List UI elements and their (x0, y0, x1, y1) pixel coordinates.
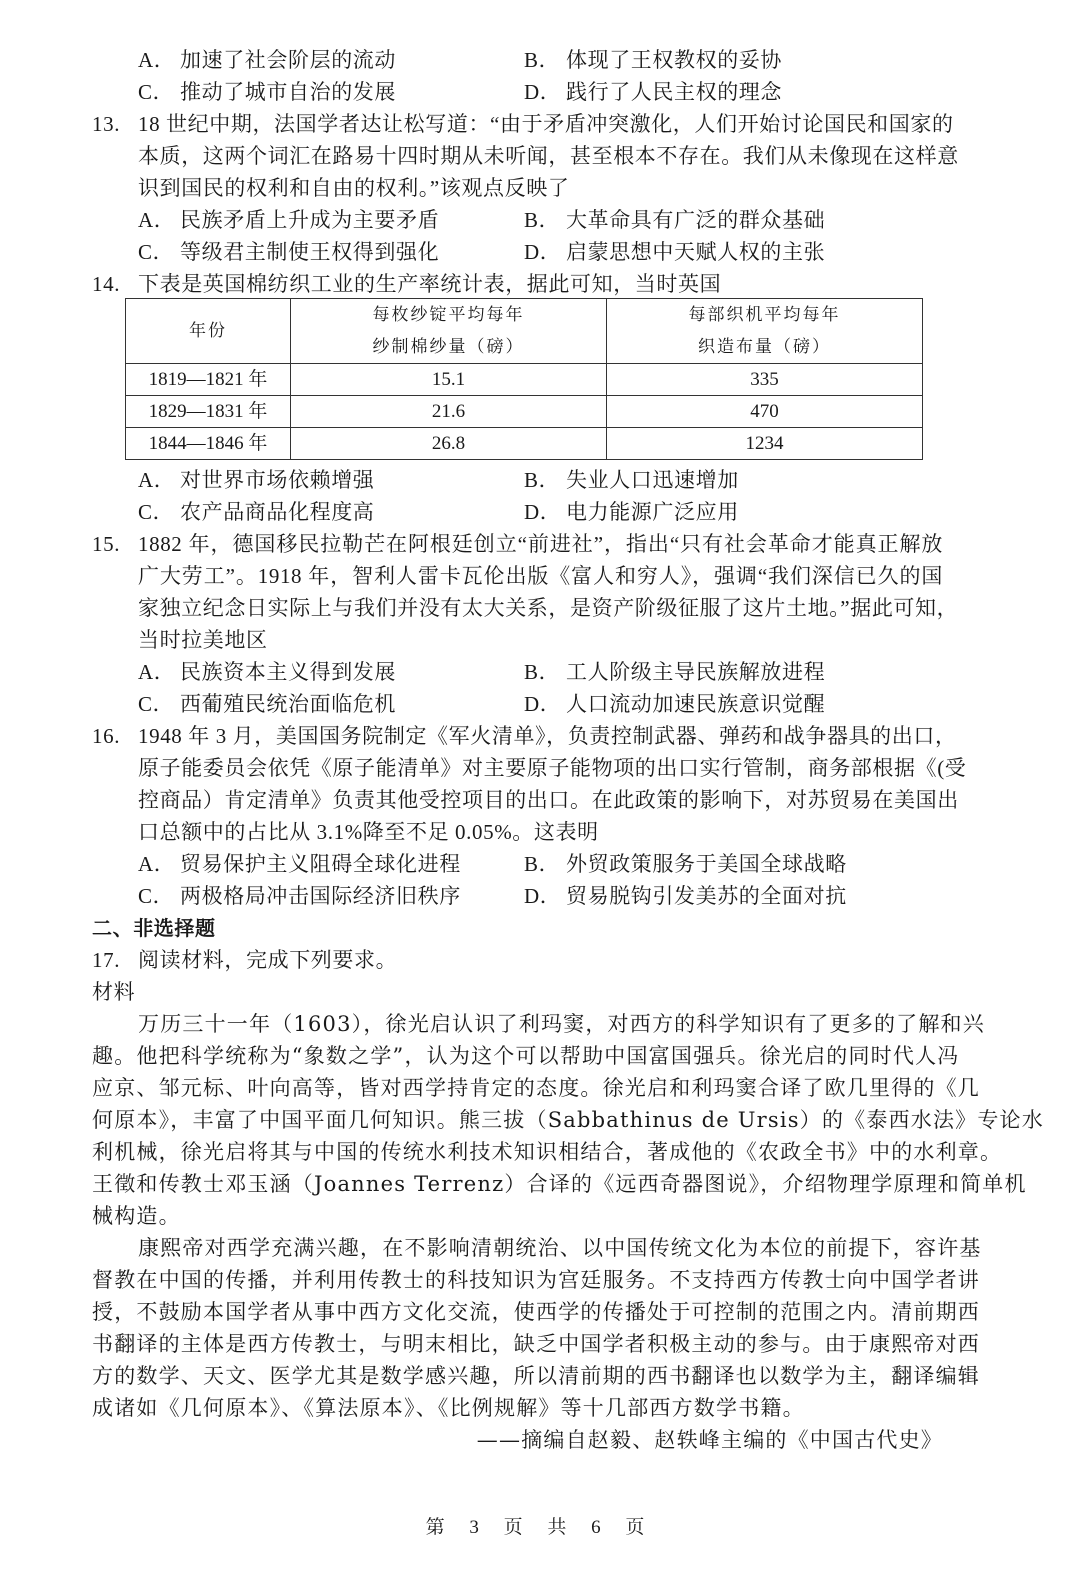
q14-option-c (138, 496, 374, 528)
q13-stem-line-3: 识到国民的权利和自由的权利。”该观点反映了 (138, 176, 570, 200)
table-row (126, 364, 923, 396)
cell-loom: 1234 (607, 428, 923, 460)
option-text: 人口流动加速民族意识觉醒 (566, 692, 826, 716)
cell-year: 1819—1821 年 (126, 364, 291, 396)
option-text: 两极格局冲击国际经济旧秩序 (180, 884, 461, 908)
q13-stem-line-1 (92, 108, 954, 140)
option-text: 启蒙思想中天赋人权的主张 (566, 240, 826, 264)
option-text: 西葡殖民统治面临危机 (180, 692, 396, 716)
q16-option-c (138, 880, 461, 912)
page-number: 第 3 页 共 6 页 (425, 1517, 655, 1538)
option-letter: D． (524, 692, 562, 716)
option-text: 失业人口迅速增加 (566, 468, 739, 492)
material-p2-line-5: 方的数学、天文、医学尤其是数学感兴趣，所以清前期的西书翻译也以数学为主，翻译编辑 (92, 1364, 980, 1388)
table-header-row (126, 299, 923, 364)
material-label: 材料 (92, 980, 136, 1004)
q12-option-a (138, 44, 396, 76)
option-letter: D． (524, 240, 562, 264)
q16-option-a (138, 848, 461, 880)
q13-option-a (138, 204, 439, 236)
option-text: 民族矛盾上升成为主要矛盾 (180, 208, 440, 232)
option-text: 外贸政策服务于美国全球战略 (566, 852, 847, 876)
section-title: 二、非选择题 (92, 916, 216, 940)
option-letter: C． (138, 80, 175, 104)
material-p1-line-7: 械构造。 (92, 1204, 181, 1228)
q13-stem-line-2: 本质，这两个词汇在路易十四时期从未听闻，甚至根本不存在。我们从未像现在这样意 (138, 144, 959, 168)
material-p2-line-1: 康熙帝对西学充满兴趣，在不影响清朝统治、以中国传统文化为本位的前提下，容许基 (138, 1236, 982, 1260)
option-letter: C． (138, 240, 175, 264)
q16-option-b (524, 848, 847, 880)
q16-stem-line-2: 原子能委员会依凭《原子能清单》对主要原子能物项的出口实行管制，商务部根据《(受 (138, 756, 967, 780)
header-year (126, 299, 291, 364)
option-letter: A． (138, 468, 176, 492)
option-letter: B． (524, 660, 561, 684)
header-text: 每部织机平均每年 (688, 305, 841, 324)
q13-option-c (138, 236, 439, 268)
option-letter: C． (138, 692, 175, 716)
cell-loom: 335 (607, 364, 923, 396)
question-number: 17. (92, 948, 121, 972)
q15-option-b (524, 656, 825, 688)
material-p1-line-5: 利机械，徐光启将其与中国的传统水利技术知识相结合，著成他的《农政全书》中的水利章。 (92, 1140, 1003, 1164)
question-number: 15. (92, 532, 121, 556)
option-letter: C． (138, 500, 175, 524)
question-number: 14. (92, 272, 121, 296)
option-text: 体现了王权教权的妥协 (566, 48, 782, 72)
option-letter: D． (524, 500, 562, 524)
option-letter: A． (138, 208, 176, 232)
table-row (126, 428, 923, 460)
q16-stem-line-1 (92, 720, 957, 752)
question-number: 13. (92, 112, 121, 136)
stem-text: 1948 年 3 月，美国国务院制定《军火清单》，负责控制武器、弹药和战争器具的出口， (138, 724, 957, 748)
option-text: 推动了城市自治的发展 (180, 80, 396, 104)
material-p1-line-1: 万历三十一年（1603），徐光启认识了利玛窦，对西方的科学知识有了更多的了解和兴 (138, 1012, 985, 1036)
material-p1-line-3: 应京、邹元标、叶向高等，皆对西学持肯定的态度。徐光启和利玛窦合译了欧几里得的《几 (92, 1076, 980, 1100)
q12-option-c (138, 76, 396, 108)
material-p2-line-4: 书翻译的主体是西方传教士，与明末相比，缺乏中国学者积极主动的参与。由于康熙帝对西 (92, 1332, 980, 1356)
material-source: ——摘编自赵毅、赵轶峰主编的《中国古代史》 (476, 1428, 943, 1452)
option-text: 农产品商品化程度高 (180, 500, 375, 524)
q14-option-d (524, 496, 739, 528)
header-text: 每枚纱锭平均每年 (372, 305, 525, 324)
q16-option-d (524, 880, 847, 912)
option-text: 对世界市场依赖增强 (180, 468, 375, 492)
q15-stem-line-2: 广大劳工”。1918 年，智利人雷卡瓦伦出版《富人和穷人》，强调“我们深信已久的国 (138, 564, 943, 588)
stem-text: 1882 年，德国移民拉勒芒在阿根廷创立“前进社”，指出“只有社会革命才能真正解放 (138, 532, 943, 556)
q15-stem-line-4: 当时拉美地区 (138, 628, 268, 652)
option-text: 民族资本主义得到发展 (180, 660, 396, 684)
q13-option-b (524, 204, 825, 236)
q16-stem-line-4: 口总额中的占比从 3.1%降至不足 0.05%。这表明 (138, 820, 599, 844)
material-p2-line-6: 成诸如《几何原本》、《算法原本》、《比例规解》等十几部西方数学书籍。 (92, 1396, 805, 1420)
q13-option-d (524, 236, 825, 268)
q14-option-b (524, 464, 739, 496)
cell-year: 1844—1846 年 (126, 428, 291, 460)
question-number: 16. (92, 724, 121, 748)
option-letter: C． (138, 884, 175, 908)
cell-spindle: 26.8 (291, 428, 607, 460)
table-row (126, 396, 923, 428)
option-text: 等级君主制使王权得到强化 (180, 240, 440, 264)
cell-spindle: 15.1 (291, 364, 607, 396)
q15-option-d (524, 688, 825, 720)
cell-loom: 470 (607, 396, 923, 428)
q16-stem-line-3: 控商品）肯定清单》负责其他受控项目的出口。在此政策的影响下，对苏贸易在美国出 (138, 788, 959, 812)
material-p2-line-3: 授，不鼓励本国学者从事中西方文化交流，使西学的传播处于可控制的范围之内。清前期西 (92, 1300, 980, 1324)
q14-option-a (138, 464, 374, 496)
header-text: 纱制棉纱量（磅） (372, 337, 525, 356)
header-text: 年份 (189, 321, 227, 340)
option-letter: B． (524, 852, 561, 876)
q14-stem (92, 268, 721, 300)
q15-stem-line-3: 家独立纪念日实际上与我们并没有太大关系，是资产阶级征服了这片土地。”据此可知， (138, 596, 959, 620)
q17-stem (92, 944, 397, 976)
option-text: 工人阶级主导民族解放进程 (566, 660, 826, 684)
cell-year: 1829—1831 年 (126, 396, 291, 428)
option-letter: D． (524, 80, 562, 104)
q15-stem-line-1 (92, 528, 943, 560)
header-text: 织造布量（磅） (698, 337, 831, 356)
option-text: 贸易保护主义阻碍全球化进程 (180, 852, 461, 876)
stem-text: 下表是英国棉纺织工业的生产率统计表，据此可知，当时英国 (138, 272, 722, 296)
option-letter: B． (524, 208, 561, 232)
option-letter: D． (524, 884, 562, 908)
q12-option-b (524, 44, 782, 76)
option-text: 大革命具有广泛的群众基础 (566, 208, 826, 232)
q15-option-a (138, 656, 396, 688)
option-text: 贸易脱钩引发美苏的全面对抗 (566, 884, 847, 908)
material-p1-line-2: 趣。他把科学统称为“象数之学”，认为这个可以帮助中国富国强兵。徐光启的同时代人冯 (92, 1044, 960, 1068)
option-letter: A． (138, 48, 176, 72)
material-p1-line-6: 王徵和传教士邓玉涵（Joannes Terrenz）合译的《远西奇器图说》，介绍物理学原理和简单机 (92, 1172, 1027, 1196)
option-letter: B． (524, 468, 561, 492)
option-text: 加速了社会阶层的流动 (180, 48, 396, 72)
cell-spindle: 21.6 (291, 396, 607, 428)
stem-text: 阅读材料，完成下列要求。 (138, 948, 398, 972)
header-spindle (291, 299, 607, 364)
q12-option-d (524, 76, 782, 108)
option-letter: A． (138, 852, 176, 876)
option-letter: A． (138, 660, 176, 684)
stem-text: 18 世纪中期，法国学者达让松写道：“由于矛盾冲突激化，人们开始讨论国民和国家的 (138, 112, 954, 136)
option-text: 电力能源广泛应用 (566, 500, 739, 524)
option-text: 践行了人民主权的理念 (566, 80, 782, 104)
option-letter: B． (524, 48, 561, 72)
header-loom (607, 299, 923, 364)
material-p1-line-4: 何原本》，丰富了中国平面几何知识。熊三拔（Sabbathinus de Ursis）的《泰西水法》专论水 (92, 1108, 1044, 1132)
material-p2-line-2: 督教在中国的传播，并利用传教士的科技知识为宫廷服务。不支持西方传教士向中国学者讲 (92, 1268, 980, 1292)
production-rate-table (125, 298, 923, 460)
q15-option-c (138, 688, 396, 720)
